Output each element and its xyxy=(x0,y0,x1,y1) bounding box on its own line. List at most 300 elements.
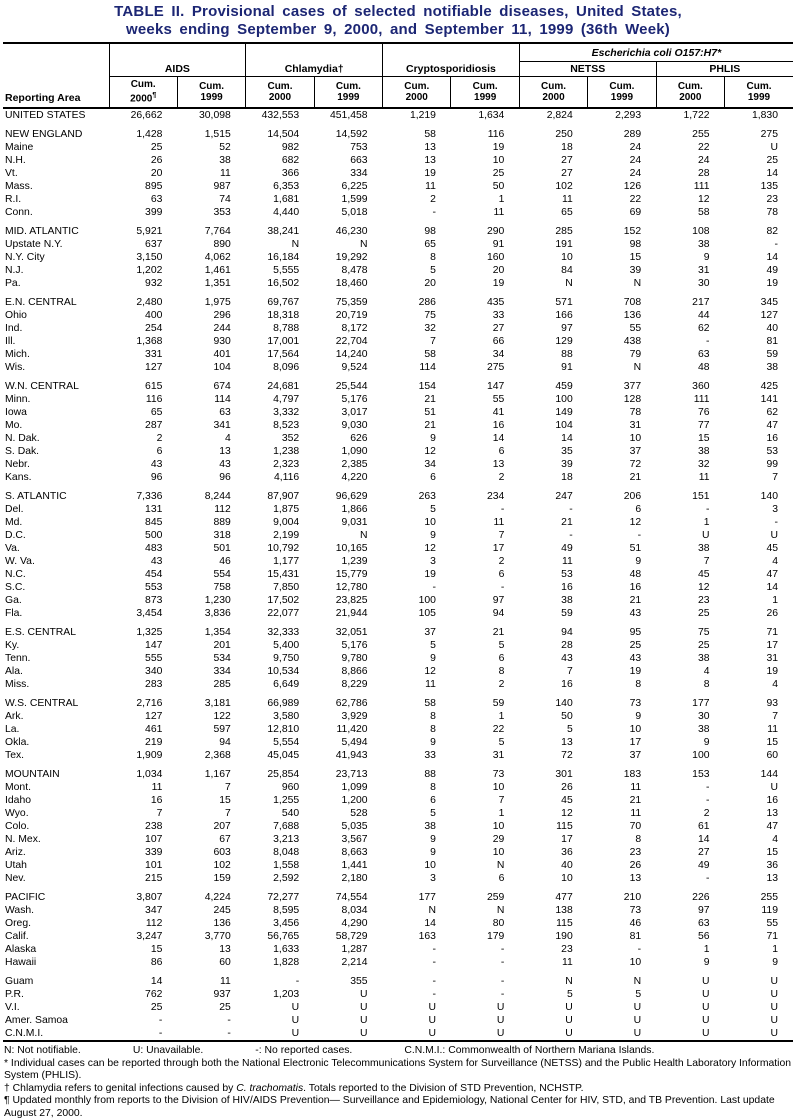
value-cell: 60 xyxy=(766,750,778,762)
value-cell: N xyxy=(428,905,436,917)
table-row xyxy=(3,872,793,885)
table-row xyxy=(3,445,793,458)
value-cell: 34 xyxy=(424,459,436,471)
reporting-area-cell: S. Dak. xyxy=(5,446,40,458)
reporting-area-cell: S. ATLANTIC xyxy=(5,491,67,503)
table-row xyxy=(3,471,793,484)
value-cell: 1,287 xyxy=(341,944,368,956)
reporting-area-cell: Wis. xyxy=(5,362,26,374)
value-cell: 108 xyxy=(692,226,710,238)
value-cell: 254 xyxy=(145,323,163,335)
value-cell: 275 xyxy=(760,129,778,141)
table-row xyxy=(3,206,793,219)
value-cell: 1,239 xyxy=(341,556,368,568)
value-cell: 2,824 xyxy=(546,110,573,122)
value-cell: 77 xyxy=(697,420,710,432)
value-cell: 5,018 xyxy=(341,207,368,219)
value-cell: U xyxy=(770,989,778,1001)
value-cell: 1,599 xyxy=(341,194,368,206)
value-cell: 5 xyxy=(566,724,573,736)
table-body xyxy=(3,108,793,1041)
value-cell: - xyxy=(500,976,505,988)
value-cell: 25 xyxy=(150,142,163,154)
reporting-area-cell: Fla. xyxy=(5,608,23,620)
value-cell: 122 xyxy=(213,711,231,723)
value-cell: 40 xyxy=(561,860,573,872)
value-cell: 7 xyxy=(498,795,505,807)
value-cell: 334 xyxy=(213,666,231,678)
value-cell: 1,909 xyxy=(136,750,163,762)
reporting-area-cell: N.J. xyxy=(5,265,24,277)
reporting-area-cell: Amer. Samoa xyxy=(5,1015,68,1027)
value-cell: 79 xyxy=(629,349,642,361)
value-cell: 3,807 xyxy=(136,892,163,904)
value-cell: 10 xyxy=(629,724,642,736)
value-cell: 38 xyxy=(697,446,710,458)
table-row xyxy=(3,652,793,665)
reporting-area-cell: Miss. xyxy=(5,679,30,691)
value-cell: 37 xyxy=(629,446,642,458)
value-cell: 1 xyxy=(772,595,778,607)
value-cell: 17,502 xyxy=(267,595,300,607)
value-cell: 49 xyxy=(697,860,710,872)
value-cell: N xyxy=(496,860,505,872)
value-cell: 459 xyxy=(555,381,573,393)
value-cell: N xyxy=(633,362,642,374)
value-cell: 45 xyxy=(766,543,778,555)
value-cell: 13 xyxy=(629,873,642,885)
value-cell: 10 xyxy=(629,433,642,445)
table-row xyxy=(3,904,793,917)
value-cell: 2,716 xyxy=(136,698,163,710)
value-cell: 22 xyxy=(629,194,642,206)
value-cell: 2,480 xyxy=(136,297,163,309)
value-cell: 286 xyxy=(418,297,436,309)
year-label: 2000 xyxy=(268,91,292,103)
value-cell: 49 xyxy=(766,265,778,277)
value-cell: 58,729 xyxy=(335,931,368,943)
value-cell: 21 xyxy=(424,394,436,406)
value-cell: 65 xyxy=(561,207,573,219)
value-cell: U xyxy=(702,1028,710,1040)
header-row-groups xyxy=(3,62,793,77)
value-cell: 10,792 xyxy=(267,543,300,555)
value-cell: 3 xyxy=(430,873,436,885)
value-cell: U xyxy=(770,1015,778,1027)
value-cell: 1,830 xyxy=(751,110,778,122)
value-cell: 17,001 xyxy=(267,336,300,348)
value-cell: 18,460 xyxy=(335,278,368,290)
value-cell: - xyxy=(774,517,778,529)
value-cell: 38 xyxy=(561,595,573,607)
value-cell: 7,688 xyxy=(273,821,300,833)
value-cell: 17 xyxy=(629,737,642,749)
value-cell: 114 xyxy=(419,362,436,374)
value-cell: 38,241 xyxy=(267,226,300,238)
value-cell: 24,681 xyxy=(267,381,300,393)
value-cell: 51 xyxy=(424,407,436,419)
value-cell: 1,828 xyxy=(273,957,300,969)
value-cell: 12 xyxy=(697,582,710,594)
value-cell: 16 xyxy=(561,582,573,594)
value-cell: 26 xyxy=(629,860,642,872)
value-cell: 94 xyxy=(561,627,573,639)
value-cell: 5,555 xyxy=(273,265,300,277)
value-cell: 58 xyxy=(424,129,436,141)
value-cell: 5,494 xyxy=(341,737,368,749)
value-cell: 127 xyxy=(145,711,163,723)
value-cell: 11 xyxy=(219,976,231,988)
value-cell: 287 xyxy=(145,420,163,432)
value-cell: 163 xyxy=(418,931,436,943)
table-row xyxy=(3,555,793,568)
value-cell: 400 xyxy=(145,310,163,322)
table-row xyxy=(3,458,793,471)
table-row xyxy=(3,846,793,859)
value-cell: 12 xyxy=(424,666,436,678)
value-cell: 263 xyxy=(418,491,436,503)
value-cell: 244 xyxy=(213,323,231,335)
value-cell: 46,230 xyxy=(335,226,368,238)
value-cell: 7,764 xyxy=(204,226,231,238)
table-row xyxy=(3,626,793,639)
value-cell: 25 xyxy=(629,640,642,652)
value-cell: 21 xyxy=(629,595,642,607)
value-cell: 296 xyxy=(213,310,231,322)
value-cell: 11 xyxy=(219,168,231,180)
value-cell: 104 xyxy=(213,362,231,374)
value-cell: 126 xyxy=(623,181,642,193)
value-cell: 8 xyxy=(430,724,436,736)
table-row xyxy=(3,380,793,393)
value-cell: 1,219 xyxy=(409,110,436,122)
footnote-dagger xyxy=(4,1083,792,1096)
value-cell: 58 xyxy=(424,698,436,710)
value-cell: 435 xyxy=(487,297,505,309)
value-cell: 19 xyxy=(424,168,436,180)
value-cell: 250 xyxy=(555,129,573,141)
value-cell: 111 xyxy=(693,181,710,193)
value-cell: 1,634 xyxy=(478,110,505,122)
value-cell: U xyxy=(770,1028,778,1040)
value-cell: 129 xyxy=(555,336,573,348)
value-cell: 9,524 xyxy=(341,362,368,374)
value-cell: 32,051 xyxy=(335,627,368,639)
value-cell: 318 xyxy=(213,530,231,542)
value-cell: 2,293 xyxy=(615,110,642,122)
value-cell: U xyxy=(702,989,710,1001)
reporting-area-cell: Ala. xyxy=(5,666,23,678)
value-cell: 2 xyxy=(703,808,710,820)
value-cell: 160 xyxy=(487,252,505,264)
value-cell: 2,199 xyxy=(273,530,300,542)
value-cell: 9 xyxy=(703,252,710,264)
value-cell: 11 xyxy=(630,808,642,820)
value-cell: 43 xyxy=(561,653,573,665)
value-cell: 25 xyxy=(697,640,710,652)
value-cell: 5,554 xyxy=(273,737,300,749)
value-cell: 10 xyxy=(561,252,573,264)
reporting-area-cell: Guam xyxy=(5,976,34,988)
value-cell: 53 xyxy=(766,446,778,458)
value-cell: - xyxy=(227,1015,231,1027)
value-cell: 62 xyxy=(766,407,778,419)
value-cell: 2 xyxy=(156,433,163,445)
value-cell: 96,629 xyxy=(335,491,368,503)
value-cell: 114 xyxy=(214,394,231,406)
reporting-area-cell: MOUNTAIN xyxy=(5,769,60,781)
value-cell: 61 xyxy=(697,821,710,833)
value-cell: 13 xyxy=(219,944,231,956)
value-cell: 1,441 xyxy=(341,860,368,872)
table-row xyxy=(3,975,793,988)
value-cell: - xyxy=(637,530,642,542)
value-cell: 8,523 xyxy=(273,420,300,432)
value-cell: 11 xyxy=(561,194,573,206)
value-cell: 11 xyxy=(630,782,642,794)
value-cell: 1,230 xyxy=(204,595,231,607)
table-row xyxy=(3,736,793,749)
value-cell: 43 xyxy=(629,608,642,620)
table-row xyxy=(3,529,793,542)
value-cell: 13 xyxy=(561,737,573,749)
value-cell: 247 xyxy=(555,491,573,503)
value-cell: 6 xyxy=(498,873,505,885)
value-cell: 12 xyxy=(697,194,710,206)
cum-label: Cum. xyxy=(541,80,567,92)
value-cell: 140 xyxy=(760,491,778,503)
value-cell: 71 xyxy=(766,931,778,943)
value-cell: 115 xyxy=(556,821,573,833)
value-cell: - xyxy=(706,504,710,516)
value-cell: 8 xyxy=(703,679,710,691)
value-cell: 24 xyxy=(629,155,642,167)
value-cell: 16 xyxy=(492,420,505,432)
value-cell: 301 xyxy=(555,769,573,781)
value-cell: 982 xyxy=(281,142,300,154)
value-cell: 6,649 xyxy=(273,679,300,691)
value-cell: 6 xyxy=(498,446,505,458)
value-cell: 38 xyxy=(697,724,710,736)
value-cell: 215 xyxy=(145,873,163,885)
reporting-area-cell: C.N.M.I. xyxy=(5,1028,44,1040)
cum-label: Cum. xyxy=(199,80,225,92)
value-cell: N xyxy=(496,905,505,917)
value-cell: - xyxy=(432,976,436,988)
value-cell: 1,200 xyxy=(341,795,368,807)
value-cell: 26 xyxy=(766,608,778,620)
value-cell: 1,722 xyxy=(683,110,710,122)
value-cell: 3,929 xyxy=(341,711,368,723)
value-cell: 100 xyxy=(692,750,710,762)
value-cell: 91 xyxy=(561,362,573,374)
table-row xyxy=(3,264,793,277)
table-row xyxy=(3,794,793,807)
value-cell: 960 xyxy=(281,782,300,794)
value-cell: 1,203 xyxy=(273,989,300,1001)
value-cell: 626 xyxy=(350,433,368,445)
reporting-area-cell: W.S. CENTRAL xyxy=(5,698,79,710)
cryptosporidiosis-group-header: Cryptosporidiosis xyxy=(383,62,520,77)
col-header-crypto-cum-2000 xyxy=(383,77,451,109)
year-label: 2000 xyxy=(679,91,702,103)
reporting-area-cell: Tenn. xyxy=(5,653,31,665)
value-cell: 81 xyxy=(766,336,778,348)
value-cell: 37 xyxy=(424,627,436,639)
value-cell: 3,247 xyxy=(136,931,163,943)
value-cell: 67 xyxy=(219,834,231,846)
table-row xyxy=(3,238,793,251)
reporting-area-cell: Del. xyxy=(5,504,24,516)
table-row xyxy=(3,180,793,193)
value-cell: U xyxy=(428,1002,436,1014)
value-cell: 451,458 xyxy=(330,110,368,122)
value-cell: N xyxy=(633,976,642,988)
value-cell: 11 xyxy=(561,957,573,969)
cum-label: Cum. xyxy=(130,79,156,90)
value-cell: 25 xyxy=(766,155,778,167)
value-cell: 21 xyxy=(424,420,436,432)
value-cell: 14,240 xyxy=(335,349,368,361)
value-cell: 9,780 xyxy=(341,653,368,665)
col-header-chlamydia-cum-2000 xyxy=(246,77,314,109)
value-cell: 43 xyxy=(219,459,231,471)
reporting-area-cell: S.C. xyxy=(5,582,26,594)
value-cell: 461 xyxy=(145,724,163,736)
value-cell: 38 xyxy=(697,239,710,251)
value-cell: 19 xyxy=(766,666,778,678)
value-cell: U xyxy=(496,1015,505,1027)
value-cell: 112 xyxy=(145,918,163,930)
value-cell: 40 xyxy=(766,323,778,335)
table-row xyxy=(3,581,793,594)
value-cell: 355 xyxy=(350,976,368,988)
value-cell: U xyxy=(770,782,778,794)
title-line-2: weeks ending September 9, 2000, and September 11, 1999 (36th Week) xyxy=(126,21,670,38)
value-cell: 401 xyxy=(213,349,231,361)
value-cell: 9 xyxy=(772,957,778,969)
value-cell: 334 xyxy=(350,168,368,180)
reporting-area-cell: W.N. CENTRAL xyxy=(5,381,79,393)
value-cell: 75 xyxy=(697,627,710,639)
value-cell: 166 xyxy=(555,310,573,322)
value-cell: 127 xyxy=(145,362,163,374)
value-cell: 8,034 xyxy=(341,905,368,917)
value-cell: 71 xyxy=(766,627,778,639)
value-cell: 3,580 xyxy=(273,711,300,723)
value-cell: 177 xyxy=(692,698,710,710)
legend-line xyxy=(4,1045,792,1058)
value-cell: - xyxy=(774,239,778,251)
value-cell: 4 xyxy=(225,433,231,445)
value-cell: 69 xyxy=(629,207,642,219)
reporting-area-cell: N. Mex. xyxy=(5,834,41,846)
value-cell: 7,850 xyxy=(273,582,300,594)
value-cell: U xyxy=(565,1028,573,1040)
reporting-area-cell: UNITED STATES xyxy=(5,110,86,122)
value-cell: 16 xyxy=(561,679,573,691)
value-cell: 9 xyxy=(430,530,436,542)
footnote-dagger-text: † Chlamydia refers to genital infections caused by xyxy=(4,1082,237,1094)
value-cell: 98 xyxy=(629,239,642,251)
table-row xyxy=(3,296,793,309)
value-cell: 8,229 xyxy=(341,679,368,691)
value-cell: 207 xyxy=(213,821,231,833)
value-cell: 4,062 xyxy=(204,252,231,264)
value-cell: 5 xyxy=(566,989,573,1001)
value-cell: 136 xyxy=(213,918,231,930)
value-cell: 1,975 xyxy=(204,297,231,309)
cum-label: Cum. xyxy=(677,80,703,92)
value-cell: 10,534 xyxy=(267,666,300,678)
value-cell: 102 xyxy=(555,181,573,193)
value-cell: U xyxy=(770,530,778,542)
value-cell: 102 xyxy=(213,860,231,872)
reporting-area-cell: La. xyxy=(5,724,20,736)
value-cell: U xyxy=(360,1002,368,1014)
value-cell: 3,456 xyxy=(273,918,300,930)
value-cell: 76 xyxy=(697,407,710,419)
year-label: 1999 xyxy=(610,91,634,103)
value-cell: 8,595 xyxy=(273,905,300,917)
value-cell: 477 xyxy=(555,892,573,904)
value-cell: 2,368 xyxy=(204,750,231,762)
value-cell: 14 xyxy=(766,582,778,594)
reporting-area-cell: N. Dak. xyxy=(5,433,40,445)
table-title xyxy=(3,3,793,39)
value-cell: 15,779 xyxy=(335,569,368,581)
value-cell: 10 xyxy=(492,782,505,794)
value-cell: 708 xyxy=(623,297,642,309)
value-cell: 9,750 xyxy=(273,653,300,665)
value-cell: 10 xyxy=(492,821,505,833)
value-cell: 8,788 xyxy=(273,323,300,335)
value-cell: 11,420 xyxy=(336,724,368,736)
table-row xyxy=(3,406,793,419)
value-cell: 7 xyxy=(156,808,163,820)
value-cell: 674 xyxy=(213,381,231,393)
value-cell: 43 xyxy=(150,459,163,471)
value-cell: 353 xyxy=(213,207,231,219)
value-cell: 8,096 xyxy=(273,362,300,374)
value-cell: 15 xyxy=(697,433,710,445)
value-cell: 255 xyxy=(760,892,778,904)
value-cell: 28 xyxy=(697,168,710,180)
value-cell: 21,944 xyxy=(335,608,368,620)
value-cell: 5 xyxy=(430,265,436,277)
value-cell: 25 xyxy=(697,608,710,620)
table-row xyxy=(3,1001,793,1014)
value-cell: 72,277 xyxy=(267,892,300,904)
value-cell: 1,325 xyxy=(136,627,163,639)
value-cell: 26,662 xyxy=(130,110,163,122)
value-cell: 116 xyxy=(145,394,163,406)
value-cell: 107 xyxy=(145,834,163,846)
value-cell: 101 xyxy=(145,860,163,872)
value-cell: 889 xyxy=(213,517,231,529)
value-cell: 99 xyxy=(766,459,778,471)
value-cell: 3,567 xyxy=(341,834,368,846)
value-cell: 1,351 xyxy=(204,278,231,290)
value-cell: 245 xyxy=(213,905,231,917)
value-cell: 9,030 xyxy=(341,420,368,432)
table-row xyxy=(3,225,793,238)
table-row xyxy=(3,988,793,1001)
value-cell: 32 xyxy=(697,459,710,471)
value-cell: 23 xyxy=(629,847,642,859)
value-cell: 1,090 xyxy=(341,446,368,458)
value-cell: 27 xyxy=(561,155,573,167)
